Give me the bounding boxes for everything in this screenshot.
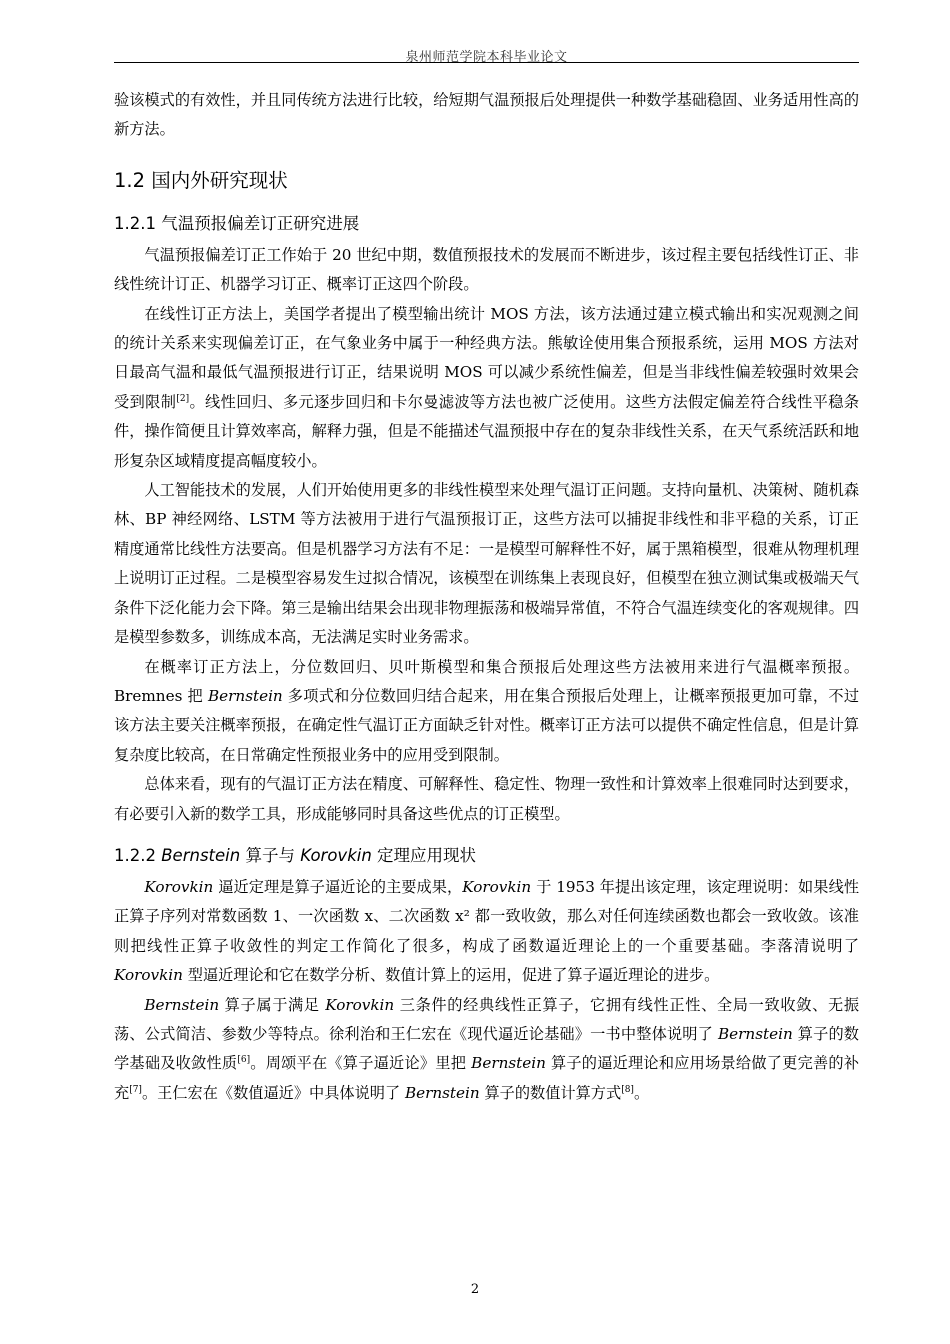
- paragraph-1-5: 总体来看，现有的气温订正方法在精度、可解释性、稳定性、物理一致性和计算效率上很难同时达到要求，有必要引入新的数学工具，形成能够同时具备这些优点的订正模型。: [114, 775, 859, 823]
- citation-8: [8]: [621, 1084, 634, 1095]
- paragraph-1-2-text-b: 。线性回归、多元逐步回归和卡尔曼滤波等方法也被广泛使用。这些方法假定偏差符合线性平稳条件，操作简便且计算效率高，解释力强，但是不能描述气温预报中存在的复杂非线性关系，在天气系统活跃和地形复杂区域精度提高幅度较小。: [114, 392, 860, 470]
- paragraph-2-2-text-e: 算子的逼近理论和应用场景给做了更完善的补充: [114, 1054, 860, 1102]
- term-bernstein-2: Bernstein: [718, 1024, 793, 1043]
- subsection-2-title-mid: 算子与: [240, 845, 301, 865]
- term-bernstein-1: Bernstein: [144, 995, 220, 1014]
- paragraph-2-1-text-b: 于 1953 年提出该定理，该定理说明：如果线性正算子序列对常数函数 1、一次函数 x、二次函数 x² 都一致收敛，那么对任何连续函数也都会一致收敛。该准则把线性正算子收敛性的判定工作简化了很多，构成了函数逼近理论上的一个重要基础。李落清说明了: [114, 877, 860, 955]
- citation-7: [7]: [129, 1084, 142, 1095]
- paragraph-1-4-text-a: 在概率订正方法上，分位数回归、贝叶斯模型和集合预报后处理这些方法被用来进行气温概率预报。Bremnes 把: [114, 657, 859, 705]
- paragraph-2-2: [114, 991, 859, 1109]
- paragraph-1-2-text-a: 在线性订正方法上，美国学者提出了模型输出统计 MOS 方法，该方法通过建立模式输出和实况观测之间的统计关系来实现偏差订正，在气象业务中属于一种经典方法。熊敏诠使用集合预报系统，运用 MOS 方法对日最高气温和最低气温预报进行订正，结果说明 MOS 可以减少系统性偏差，但是当非线性偏差较强时效果会受到限制: [114, 304, 859, 411]
- paragraph-2-2-text-b: 三条件的经典线性正算子，它拥有线性正性、全局一致收敛、无振荡、公式简洁、参数少等特点。徐利治和王仁宏在《现代逼近论基础》一书中整体说明了: [114, 995, 860, 1043]
- paragraph-2-2-text-d: 。周颂平在《算子逼近论》里把: [250, 1054, 472, 1073]
- paragraph-2-2-text-c: 算子的数学基础及收敛性质: [114, 1024, 859, 1073]
- paragraph-1-1: 气温预报偏差订正工作始于 20 世纪中期，数值预报技术的发展而不断进步，该过程主要包括线性订正、非线性统计订正、机器学习订正、概率订正这四个阶段。: [114, 245, 859, 294]
- term-bernstein-3: Bernstein: [471, 1054, 546, 1073]
- section-heading: [114, 167, 859, 195]
- paragraph-1-4-text-b: 多项式和分位数回归结合起来，用在集合预报后处理上，让概率预报更加可靠，不过该方法主要关注概率预报，在确定性气温订正方面缺乏针对性。概率订正方法可以提供不确定性信息，但是计算复杂度比较高，在日常确定性预报业务中的应用受到限制。: [114, 686, 860, 764]
- subsection-heading-2: [114, 843, 859, 869]
- intro-paragraph: 验该模式的有效性，并且同传统方法进行比较，给短期气温预报后处理提供一种数学基础稳固、业务适用性高的新方法。: [114, 91, 859, 139]
- header-rule: [114, 62, 859, 63]
- page-number: 2: [470, 1282, 480, 1297]
- paragraph-1-3: 人工智能技术的发展，人们开始使用更多的非线性模型来处理气温订正问题。支持向量机、决策树、随机森林、BP 神经网络、LSTM 等方法被用于进行气温预报订正，这些方法可以捕捉非线性和非平稳的关系，订正精度通常比线性方法要高。但是机器学习方法有不足：一是模型可解释性不好，属于黑箱模型，很难从物理机理上说明订正过程。二是模型容易发生过拟合情况，该模型在训练集上表现良好，但模型在独立测试集或极端天气条件下泛化能力会下降。第三是输出结果会出现非物理振荡和极端异常值，不符合气温连续变化的客观规律。四是模型参数多，训练成本高，无法满足实时业务需求。: [114, 481, 859, 647]
- running-header: 泉州师范学院本科毕业论文: [405, 50, 568, 65]
- term-korovkin-2: Korovkin: [462, 877, 532, 896]
- subsection-2-term-1: Bernstein: [161, 845, 241, 865]
- citation-2: [2]: [176, 393, 190, 404]
- term-bernstein: Bernstein: [208, 686, 283, 705]
- subsection-2-title-end: 定理应用现状: [371, 845, 477, 865]
- subsection-heading-1: [114, 211, 859, 237]
- subsection-2-term-2: Korovkin: [300, 845, 372, 865]
- paragraph-2-1-text-a: 逼近定理是算子逼近论的主要成果，: [213, 877, 463, 896]
- subsection-1-title: 气温预报偏差订正研究进展: [161, 213, 360, 233]
- section-title: 国内外研究现状: [151, 168, 288, 192]
- term-korovkin-4: Korovkin: [325, 995, 395, 1014]
- subsection-2-number: 1.2.2: [114, 845, 156, 865]
- term-bernstein-4: Bernstein: [404, 1083, 480, 1102]
- term-korovkin-1: Korovkin: [144, 877, 214, 896]
- paragraph-1-4: [114, 653, 859, 771]
- section-number: 1.2: [114, 168, 146, 192]
- paragraph-2-1-text-c: 型逼近理论和它在数学分析、数值计算上的运用，促进了算子逼近理论的进步。: [182, 966, 720, 985]
- paragraph-2-2-text-a: 算子属于满足: [219, 995, 326, 1014]
- term-korovkin-3: Korovkin: [114, 966, 183, 985]
- subsection-1-number: 1.2.1: [114, 213, 156, 233]
- citation-6: [6]: [237, 1055, 251, 1066]
- body-content: [114, 86, 859, 1108]
- paragraph-2-1: [114, 873, 859, 991]
- paragraph-1-2: [114, 300, 859, 476]
- paragraph-2-2-text-f: 。王仁宏在《数值逼近》中具体说明了: [141, 1083, 405, 1102]
- paragraph-2-2-text-g: 算子的数值计算方式: [479, 1083, 622, 1102]
- paragraph-2-2-text-h: 。: [633, 1083, 650, 1102]
